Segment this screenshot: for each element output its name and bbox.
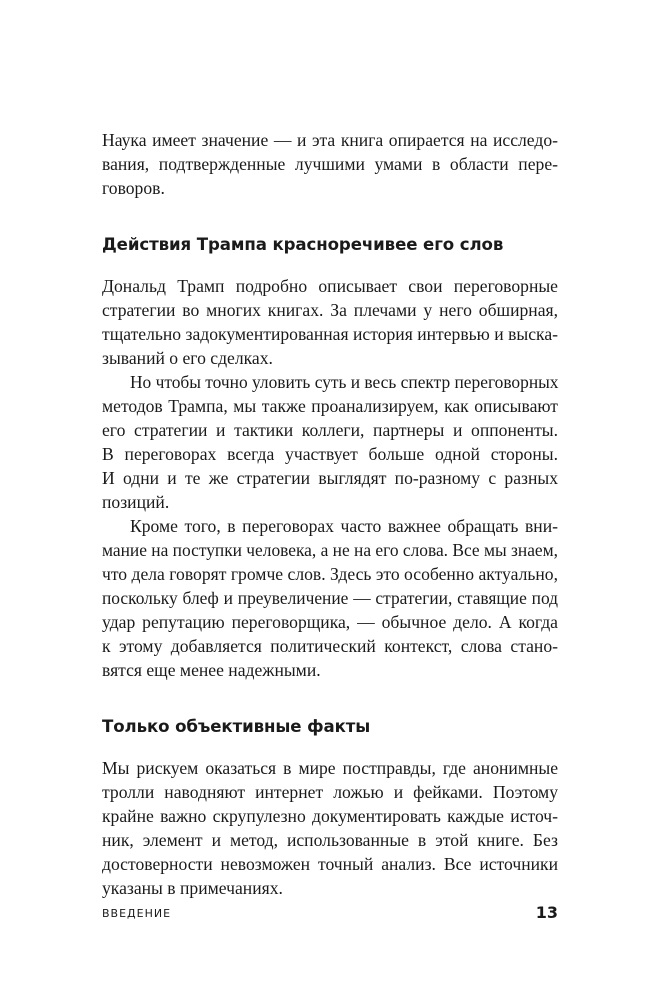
section-heading-trump-actions: Действия Трампа красноречивее его слов — [102, 235, 504, 254]
paragraph-line: Но чтобы точно уловить суть и весь спектр переговорных — [130, 372, 559, 392]
paragraph-line: И одни и те же стратегии выглядят по-разному с разных — [102, 468, 558, 488]
running-footer-chapter: ВВЕДЕНИЕ — [102, 907, 172, 920]
page-number: 13 — [535, 903, 558, 922]
paragraph-line: мание на поступки человека, а не на его слова. Все мы знаем, — [102, 540, 558, 560]
paragraph-line: зываний о его сделках. — [102, 348, 273, 368]
paragraph-line: его стратегии и тактики коллеги, партнеры и оппоненты. — [102, 420, 558, 440]
paragraph-line: к этому добавляется политический контекст, слова стано- — [102, 636, 558, 656]
paragraph-line: крайне важно скрупулезно документировать каждые источ- — [102, 806, 558, 826]
paragraph-line: Дональд Трамп подробно описывает свои переговорные — [102, 276, 558, 296]
paragraph-line: что дела говорят громче слов. Здесь это особенно актуально, — [102, 564, 558, 584]
intro-line: говоров. — [102, 178, 165, 198]
paragraph-line: Мы рискуем оказаться в мире постправды, где анонимные — [102, 758, 558, 778]
intro-line: вания, подтвержденные лучшими умами в области пере- — [102, 154, 558, 174]
section-heading-objective-facts: Только объективные факты — [102, 717, 371, 736]
paragraph-line: ник, элемент и метод, использованные в этой книге. Без — [102, 830, 558, 850]
paragraph-line: достоверности невозможен точный анализ. Все источники — [102, 854, 558, 874]
paragraph-line: стратегии во многих книгах. За плечами у него обширная, — [102, 300, 558, 320]
paragraph-line: вятся еще менее надежными. — [102, 660, 321, 680]
paragraph-line: методов Трампа, мы также проанализируем, как описывают — [102, 396, 558, 416]
paragraph-line: тролли наводняют интернет ложью и фейками. Поэтому — [102, 782, 558, 802]
paragraph-line: Кроме того, в переговорах часто важнее обращать вни- — [130, 516, 558, 536]
paragraph-line: позиций. — [102, 492, 170, 512]
paragraph-line: указаны в примечаниях. — [102, 878, 283, 898]
paragraph-line: тщательно задокументированная история интервью и выска- — [102, 324, 558, 344]
paragraph-line: удар репутацию переговорщика, — обычное дело. А когда — [102, 612, 558, 632]
paragraph-line: поскольку блеф и преувеличение — стратегии, ставящие под — [102, 588, 558, 608]
intro-line: Наука имеет значение — и эта книга опирается на исследо- — [102, 130, 558, 150]
paragraph-line: В переговорах всегда участвует больше одной стороны. — [102, 444, 558, 464]
